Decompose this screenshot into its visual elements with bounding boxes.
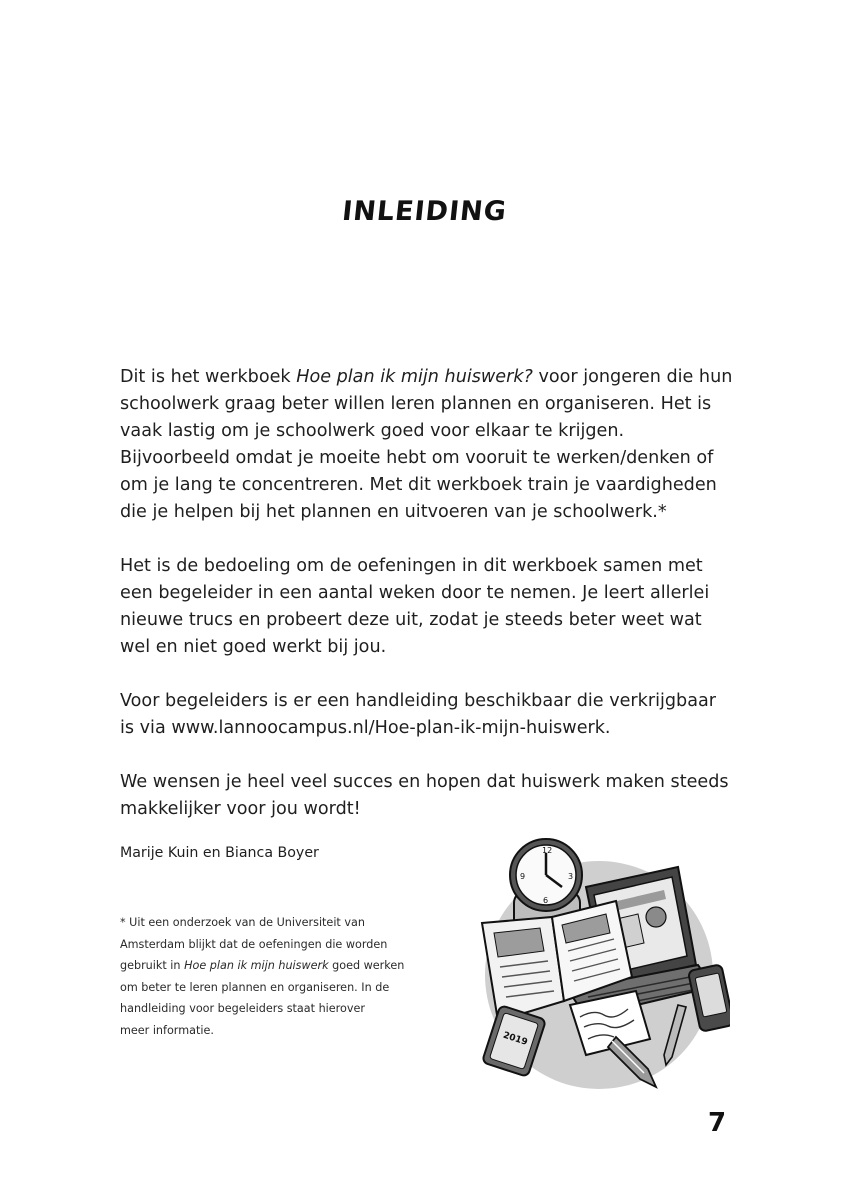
text-line: We wensen je heel veel succes en hopen dat huiswerk maken steeds (120, 772, 729, 792)
footnote-line: om beter te leren plannen en organiseren. In de (120, 980, 390, 994)
text-line: Voor begeleiders is er een handleiding beschikbaar die verkrijgbaar (120, 691, 716, 711)
text-line (120, 364, 740, 391)
text-span: gebruikt in (120, 959, 185, 973)
book-title-italic: Hoe plan ik mijn huiswerk (184, 959, 329, 973)
text-line: om je lang te concentreren. Met dit werkboek train je vaardigheden (120, 475, 717, 495)
text-line: Bijvoorbeeld omdat je moeite hebt om vooruit te werken/denken of (120, 448, 714, 468)
paragraph-intro (120, 364, 740, 526)
text-line: vaak lastig om je schoolwerk goed voor elkaar te krijgen. (120, 421, 625, 441)
book-title-italic: Hoe plan ik mijn huiswerk? (296, 367, 533, 387)
footnote-line: Amsterdam blijkt dat de oefeningen die worden (120, 937, 388, 951)
svg-text:3: 3 (568, 872, 574, 881)
text-line: schoolwerk graag beter willen leren plannen en organiseren. Het is (120, 394, 712, 414)
footnote (120, 912, 450, 1042)
text-span: goed werken (328, 959, 405, 973)
author-signature: Marije Kuin en Bianca Boyer (120, 845, 319, 861)
paragraph-guide (120, 688, 740, 742)
footnote-line (120, 955, 450, 977)
svg-text:12: 12 (542, 846, 553, 855)
svg-text:9: 9 (520, 872, 526, 881)
text-line: nieuwe trucs en probeert deze uit, zodat je steeds beter weet wat (120, 610, 702, 630)
text-line: makkelijker voor jou wordt! (120, 799, 361, 819)
footnote-line: handleiding voor begeleiders staat hierover (120, 1002, 365, 1016)
agenda-year-label: 2019 (501, 1030, 529, 1048)
paragraph-purpose (120, 553, 740, 661)
text-line: Het is de bedoeling om de oefeningen in dit werkboek samen met (120, 556, 703, 576)
body-text (120, 364, 740, 850)
text-span: voor jongeren die hun (532, 367, 733, 387)
text-line: een begeleider in een aantal weken door te nemen. Je leert allerlei (120, 583, 710, 603)
text-line: wel en niet goed werkt bij jou. (120, 637, 387, 657)
paragraph-wishes (120, 769, 740, 823)
homework-illustration (468, 825, 730, 1095)
footnote-line: * Uit een onderzoek van de Universiteit van (120, 916, 365, 929)
footnote-line: meer informatie. (120, 1023, 214, 1037)
svg-text:6: 6 (543, 896, 549, 905)
page-title: INLEIDING (340, 196, 509, 227)
text-span: Dit is het werkboek (120, 367, 297, 387)
text-line: is via www.lannoocampus.nl/Hoe-plan-ik-mijn-huiswerk. (120, 718, 611, 738)
text-line: die je helpen bij het plannen en uitvoeren van je schoolwerk.* (120, 502, 667, 522)
page-number: 7 (708, 1108, 727, 1138)
